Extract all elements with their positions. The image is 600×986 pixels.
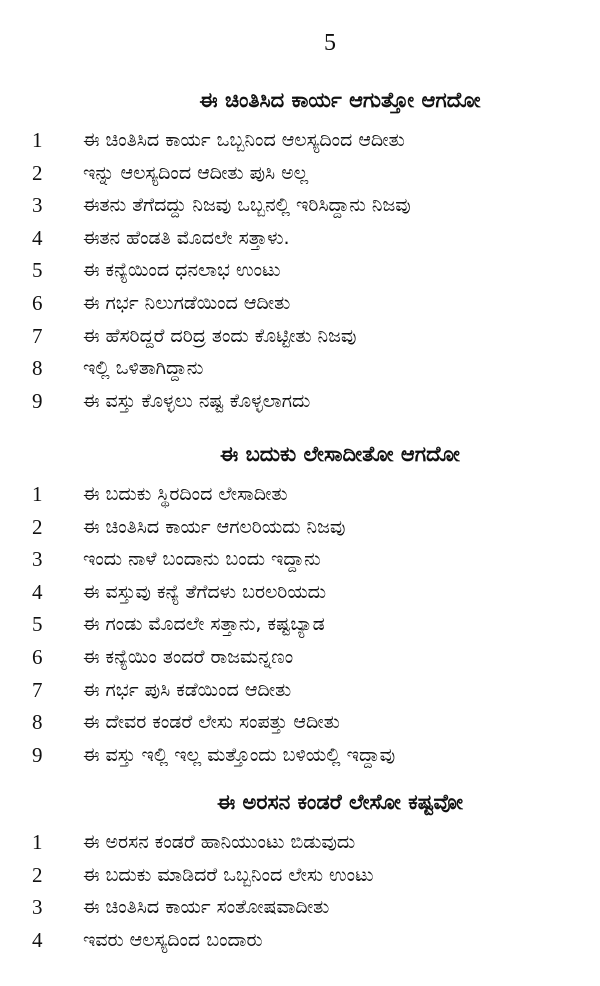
item-text: ಈ ಗಂಡು ಮೊದಲೇ ಸತ್ತಾನು, ಕಷ್ಟಬ್ಯಾಡ (83, 613, 325, 636)
section-title: ಈ ಚಿಂತಿಸಿದ ಕಾರ್ಯ ಆಗುತ್ತೋ ಆಗದೋ (199, 88, 481, 112)
item-number: 8 (32, 356, 43, 381)
item-text: ಈ ಬದುಕು ಸ್ಥಿರದಿಂದ ಲೇಸಾದೀತು (83, 483, 288, 505)
list-item (0, 157, 600, 190)
list-item (0, 859, 600, 892)
item-text: ಈ ಅರಸನ ಕಂಡರೆ ಹಾನಿಯುಂಟು ಬಿಡುವುದು (83, 831, 356, 853)
section-3 (0, 782, 600, 956)
item-number: 4 (32, 927, 43, 952)
section-2 (0, 434, 600, 771)
list-item (0, 320, 600, 353)
list-item (0, 352, 600, 385)
item-text: ಇಂದು ನಾಳೆ ಬಂದಾನು ಬಂದು ಇದ್ದಾನು (83, 548, 321, 571)
item-number: 9 (32, 388, 43, 413)
item-text: ಈ ಹೆಸರಿದ್ದರೆ ದರಿದ್ರ ತಂದು ಕೊಟ್ಟೀತು ನಿಜವು (83, 324, 357, 347)
list-item (0, 739, 600, 772)
item-text: ಈ ವಸ್ತು ಕೊಳ್ಳಲು ನಷ್ಟ ಕೊಳ್ಳಲಾಗದು (83, 389, 311, 412)
item-number: 4 (32, 579, 43, 604)
item-number: 5 (32, 258, 43, 283)
list-item (0, 826, 600, 859)
item-number: 6 (32, 290, 43, 315)
item-text: ಈ ಚಿಂತಿಸಿದ ಕಾರ್ಯ ಸಂತೋಷವಾದೀತು (83, 896, 330, 919)
page-number: 5 (324, 30, 336, 56)
item-text: ಈತನ ಹೆಂಡತಿ ಮೊದಲೇ ಸತ್ತಾಳು. (83, 226, 290, 249)
list-item (0, 124, 600, 157)
list-item (0, 189, 600, 222)
item-text: ಈ ಬದುಕು ಮಾಡಿದರೆ ಒಬ್ಬನಿಂದ ಲೇಸು ಉಂಟು (83, 863, 374, 886)
item-text: ಇನ್ನು ಆಲಸ್ಯದಿಂದ ಆದೀತು ಪುಸಿ ಅಲ್ಲ (83, 161, 309, 184)
item-text: ಈ ಕನ್ಯೆಯಿಂ ತಂದರೆ ರಾಜಮನ್ನಣಂ (83, 645, 294, 668)
item-text: ಈ ಕನ್ಯೆಯಿಂದ ಧನಲಾಭ ಉಂಟು (83, 259, 281, 282)
item-text: ಈ ವಸ್ತು ಇಲ್ಲಿ ಇಲ್ಲ ಮತ್ತೊಂದು ಬಳಿಯಲ್ಲಿ ಇದ್ದಾವು (83, 743, 396, 766)
list-item (0, 222, 600, 255)
section-title: ಈ ಅರಸನ ಕಂಡರೆ ಲೇಸೋ ಕಷ್ಟವೋ (216, 790, 464, 814)
item-number: 9 (32, 742, 43, 767)
item-number: 6 (32, 644, 43, 669)
section-title: ಈ ಬದುಕು ಲೇಸಾದೀತೋ ಆಗದೋ (220, 442, 460, 466)
list-item (0, 287, 600, 320)
list-item (0, 674, 600, 707)
list-item (0, 608, 600, 641)
list-item (0, 706, 600, 739)
list-item (0, 543, 600, 576)
item-number: 2 (32, 160, 43, 185)
list-item (0, 641, 600, 674)
item-number: 7 (32, 323, 43, 348)
item-text: ಇವರು ಆಲಸ್ಯದಿಂದ ಬಂದಾರು (83, 928, 263, 951)
item-number: 4 (32, 225, 43, 250)
list-item (0, 254, 600, 287)
list-item (0, 478, 600, 511)
item-number: 2 (32, 862, 43, 887)
item-number: 3 (32, 547, 43, 572)
item-number: 3 (32, 895, 43, 920)
section-1 (0, 80, 600, 417)
item-text: ಈ ದೇವರ ಕಂಡರೆ ಲೇಸು ಸಂಪತ್ತು ಆದೀತು (83, 711, 340, 734)
list-item (0, 511, 600, 544)
item-number: 1 (32, 830, 43, 854)
item-text: ಈ ಗರ್ಭ ನಿಲುಗಡೆಯಿಂದ ಆದೀತು (83, 291, 291, 314)
item-text: ಈ ವಸ್ತುವು ಕನ್ಯೆ ತೆಗೆದಳು ಬರಲರಿಯದು (83, 580, 327, 603)
list-item (0, 891, 600, 924)
item-text: ಈ ಗರ್ಭ ಪುಸಿ ಕಡೆಯಿಂದ ಆದೀತು (83, 678, 292, 701)
item-number: 1 (32, 128, 43, 152)
item-text: ಈ ಚಿಂತಿಸಿದ ಕಾರ್ಯ ಒಬ್ಬನಿಂದ ಆಲಸ್ಯದಿಂದ ಆದೀತು (83, 129, 405, 151)
item-number: 1 (32, 482, 43, 506)
list-item (0, 385, 600, 418)
list-item (0, 924, 600, 957)
item-text: ಈ ಚಿಂತಿಸಿದ ಕಾರ್ಯ ಆಗಲರಿಯದು ನಿಜವು (83, 515, 346, 538)
item-text: ಈತನು ತೆಗೆದದ್ದು ನಿಜವು ಒಬ್ಬನಲ್ಲಿ ಇರಿಸಿದ್ದಾನು ನಿಜವು (83, 194, 411, 217)
item-text: ಇಲ್ಲಿ ಒಳಿತಾಗಿದ್ದಾನು (83, 357, 204, 380)
item-number: 5 (32, 612, 43, 637)
item-number: 7 (32, 677, 43, 702)
item-number: 2 (32, 514, 43, 539)
item-number: 3 (32, 193, 43, 218)
list-item (0, 576, 600, 609)
item-number: 8 (32, 710, 43, 735)
